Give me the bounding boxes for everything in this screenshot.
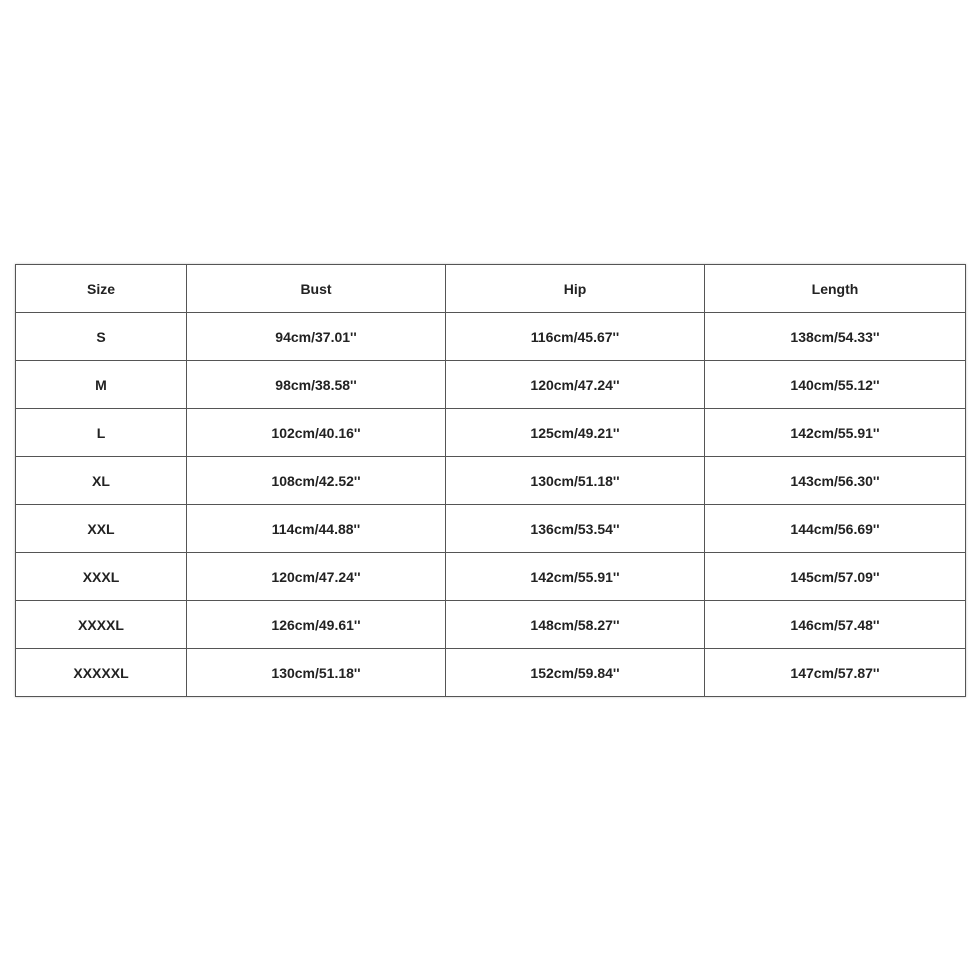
length-cell: 147cm/57.87'' <box>705 649 966 697</box>
length-cell: 145cm/57.09'' <box>705 553 966 601</box>
header-hip: Hip <box>446 265 705 313</box>
hip-cell: 142cm/55.91'' <box>446 553 705 601</box>
size-chart-body <box>16 313 966 697</box>
table-row <box>16 409 966 457</box>
table-row <box>16 457 966 505</box>
length-cell: 146cm/57.48'' <box>705 601 966 649</box>
hip-cell: 148cm/58.27'' <box>446 601 705 649</box>
bust-cell: 120cm/47.24'' <box>187 553 446 601</box>
bust-cell: 102cm/40.16'' <box>187 409 446 457</box>
header-size: Size <box>16 265 187 313</box>
length-cell: 143cm/56.30'' <box>705 457 966 505</box>
size-chart-header <box>16 265 966 313</box>
size-cell: M <box>16 361 187 409</box>
table-row <box>16 313 966 361</box>
hip-cell: 152cm/59.84'' <box>446 649 705 697</box>
size-cell: S <box>16 313 187 361</box>
hip-cell: 130cm/51.18'' <box>446 457 705 505</box>
header-row <box>16 265 966 313</box>
table-row <box>16 601 966 649</box>
bust-cell: 114cm/44.88'' <box>187 505 446 553</box>
bust-cell: 126cm/49.61'' <box>187 601 446 649</box>
size-chart-table <box>15 264 966 697</box>
bust-cell: 130cm/51.18'' <box>187 649 446 697</box>
bust-cell: 108cm/42.52'' <box>187 457 446 505</box>
header-bust: Bust <box>187 265 446 313</box>
length-cell: 140cm/55.12'' <box>705 361 966 409</box>
length-cell: 142cm/55.91'' <box>705 409 966 457</box>
size-cell: XXXXL <box>16 601 187 649</box>
hip-cell: 120cm/47.24'' <box>446 361 705 409</box>
table-row <box>16 649 966 697</box>
size-cell: XXXXXL <box>16 649 187 697</box>
hip-cell: 116cm/45.67'' <box>446 313 705 361</box>
header-length: Length <box>705 265 966 313</box>
table-row <box>16 553 966 601</box>
hip-cell: 136cm/53.54'' <box>446 505 705 553</box>
length-cell: 144cm/56.69'' <box>705 505 966 553</box>
table-row <box>16 505 966 553</box>
size-cell: XL <box>16 457 187 505</box>
size-cell: XXL <box>16 505 187 553</box>
bust-cell: 98cm/38.58'' <box>187 361 446 409</box>
size-cell: L <box>16 409 187 457</box>
length-cell: 138cm/54.33'' <box>705 313 966 361</box>
size-cell: XXXL <box>16 553 187 601</box>
table-row <box>16 361 966 409</box>
bust-cell: 94cm/37.01'' <box>187 313 446 361</box>
hip-cell: 125cm/49.21'' <box>446 409 705 457</box>
